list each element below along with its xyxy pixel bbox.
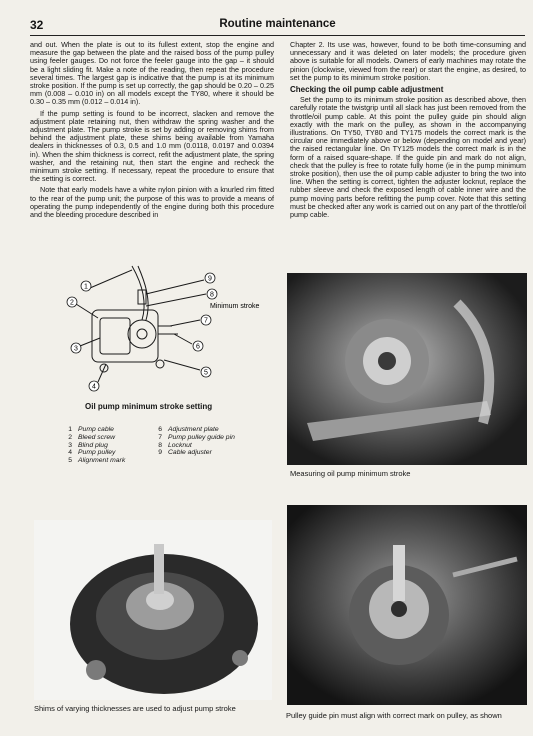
photo-shims [34, 520, 272, 700]
legend-item: 8 Locknut [158, 441, 192, 449]
caption-shims: Shims of varying thicknesses are used to adjust pump stroke [34, 704, 236, 713]
legend-item: 4 Pump pulley [68, 449, 116, 457]
photo-guide-pin [287, 505, 527, 705]
callout-3: 3 [74, 345, 78, 353]
legend-item: 2 Bleed screw [68, 433, 116, 441]
page-header [30, 18, 525, 34]
legend-item: 1 Pump cable [68, 426, 114, 433]
callout-5: 5 [204, 369, 208, 377]
right-text-column [290, 41, 526, 222]
section-heading: Checking the oil pump cable adjustment [290, 85, 444, 95]
callout-6: 6 [196, 343, 200, 351]
photo-shims-image [34, 520, 272, 700]
caption-guide-pin: Pulley guide pin must align with correct mark on pulley, as shown [286, 711, 502, 720]
legend-column-1 [60, 426, 125, 465]
pulley-boss [137, 329, 147, 339]
left-paragraph-2: If the pump setting is found to be incorrect, slacken and remove the adjustment plate retaining nut, then withdraw the spring washer and the adjustment plate. The pump stroke is set by adding or removing shims from behind the adjustment plate, these shims being available from Yamaha dealers in thicknesses of 0.3, 0.5 and 1.0 mm (0.0118, 0.0197 and 0.0394 in). When the shim thickness is correct, refit the adjustment plate, the spring washer, and the retaining nut, then start the engine and recheck the minimum stroke setting. If necessary, repeat the procedure to ensure that the setting is correct. [30, 108, 274, 184]
legend-item: 9 Cable adjuster [158, 449, 212, 457]
left-paragraph-1: and out. When the plate is out to its fullest extent, stop the engine and measure the gap between the plate and the raised boss of the pump pulley using feeler gauges. Do not force the feeler gauge into the gap – it should be a light sliding fit. Make a note of the reading, then repeat the procedure several times. The largest gap is indicative that the pump is at its minimum stroke position. If the pump is set up correctly, the gap should be 0.20 – 0.25 mm (0.008 – 0.010 in) on all models except the TY80, where it should be 0.30 – 0.35 mm (0.012 – 0.014 in). [30, 40, 274, 107]
adjustment-plate [158, 326, 178, 334]
legend-item: 3 Blind plug [68, 441, 108, 449]
callout-2: 2 [70, 299, 74, 307]
photo-measuring-stroke [287, 273, 527, 465]
pump-pulley [128, 320, 156, 348]
left-paragraph-3: Note that early models have a white nylon pinion with a knurled rim fitted to the rear of the pump unit; the purpose of this was to provide a means of operating the pump independently of the engine during both this procedure and the bleeding procedure described in [30, 185, 274, 220]
minimum-stroke-label: Minimum stroke [210, 303, 260, 310]
right-paragraph: Set the pump to its minimum stroke position as described above, then carefully rotate the twistgrip until all slack has just been removed from the throttle/oil pump cable. At this point the pulley guide pin should align exactly with the mark on the pulley, as shown in the accompanying illustrations. On TY50, TY80 and TY175 models the correct mark is the circular one immediately above or below (depending on model and year) the raised rectangular line. On TY125 models the correct mark is in the form of a raised square-shape. If the guide pin and mark do not align, check that the pulley is free to rotate fully home (ie in the pump minimum stroke position), then use the oil pump cable adjuster to bring the two into line. When the setting is correct, tighten the adjuster locknut, replace the rubber sleeve and check the exposed length of cable inner wire and the pump moving parts before refitting the pump cover. Note that this setting must be checked after any work is carried out on any part of the throttle/oil pump cable. [290, 95, 526, 220]
running-title: Routine maintenance [219, 18, 336, 30]
callout-8: 8 [210, 291, 214, 299]
header-rule [30, 35, 525, 36]
page-number: 32 [30, 18, 44, 32]
callout-9: 9 [208, 275, 212, 283]
legend-item: 5 Alignment mark [68, 457, 126, 465]
callout-7: 7 [204, 317, 208, 325]
left-text-column [30, 41, 274, 222]
legend-item: 7 Pump pulley guide pin [158, 433, 235, 441]
callout-4: 4 [92, 383, 96, 391]
right-continuation: Chapter 2. Its use was, however, found to be both time-consuming and unnecessary and it was deleted on later models; the procedure given above is suitable for all models. Owners of early machines may rotate the pinion (clockwise, viewed from the rear) or start the engine, as desired, to set the pump to its minimum stroke position. [290, 40, 526, 82]
blind-plug [156, 360, 164, 368]
legend-item: 6 Adjustment plate [158, 426, 219, 433]
pump-housing [100, 318, 130, 354]
cable-adjuster [138, 290, 146, 304]
oil-pump-diagram [60, 260, 270, 400]
legend-column-2 [150, 426, 235, 457]
caption-measuring-stroke: Measuring oil pump minimum stroke [290, 469, 411, 478]
photo-measuring-stroke-image [287, 273, 527, 465]
callout-1: 1 [84, 283, 88, 291]
photo-guide-pin-image [287, 505, 527, 705]
diagram-title: Oil pump minimum stroke setting [85, 402, 213, 411]
